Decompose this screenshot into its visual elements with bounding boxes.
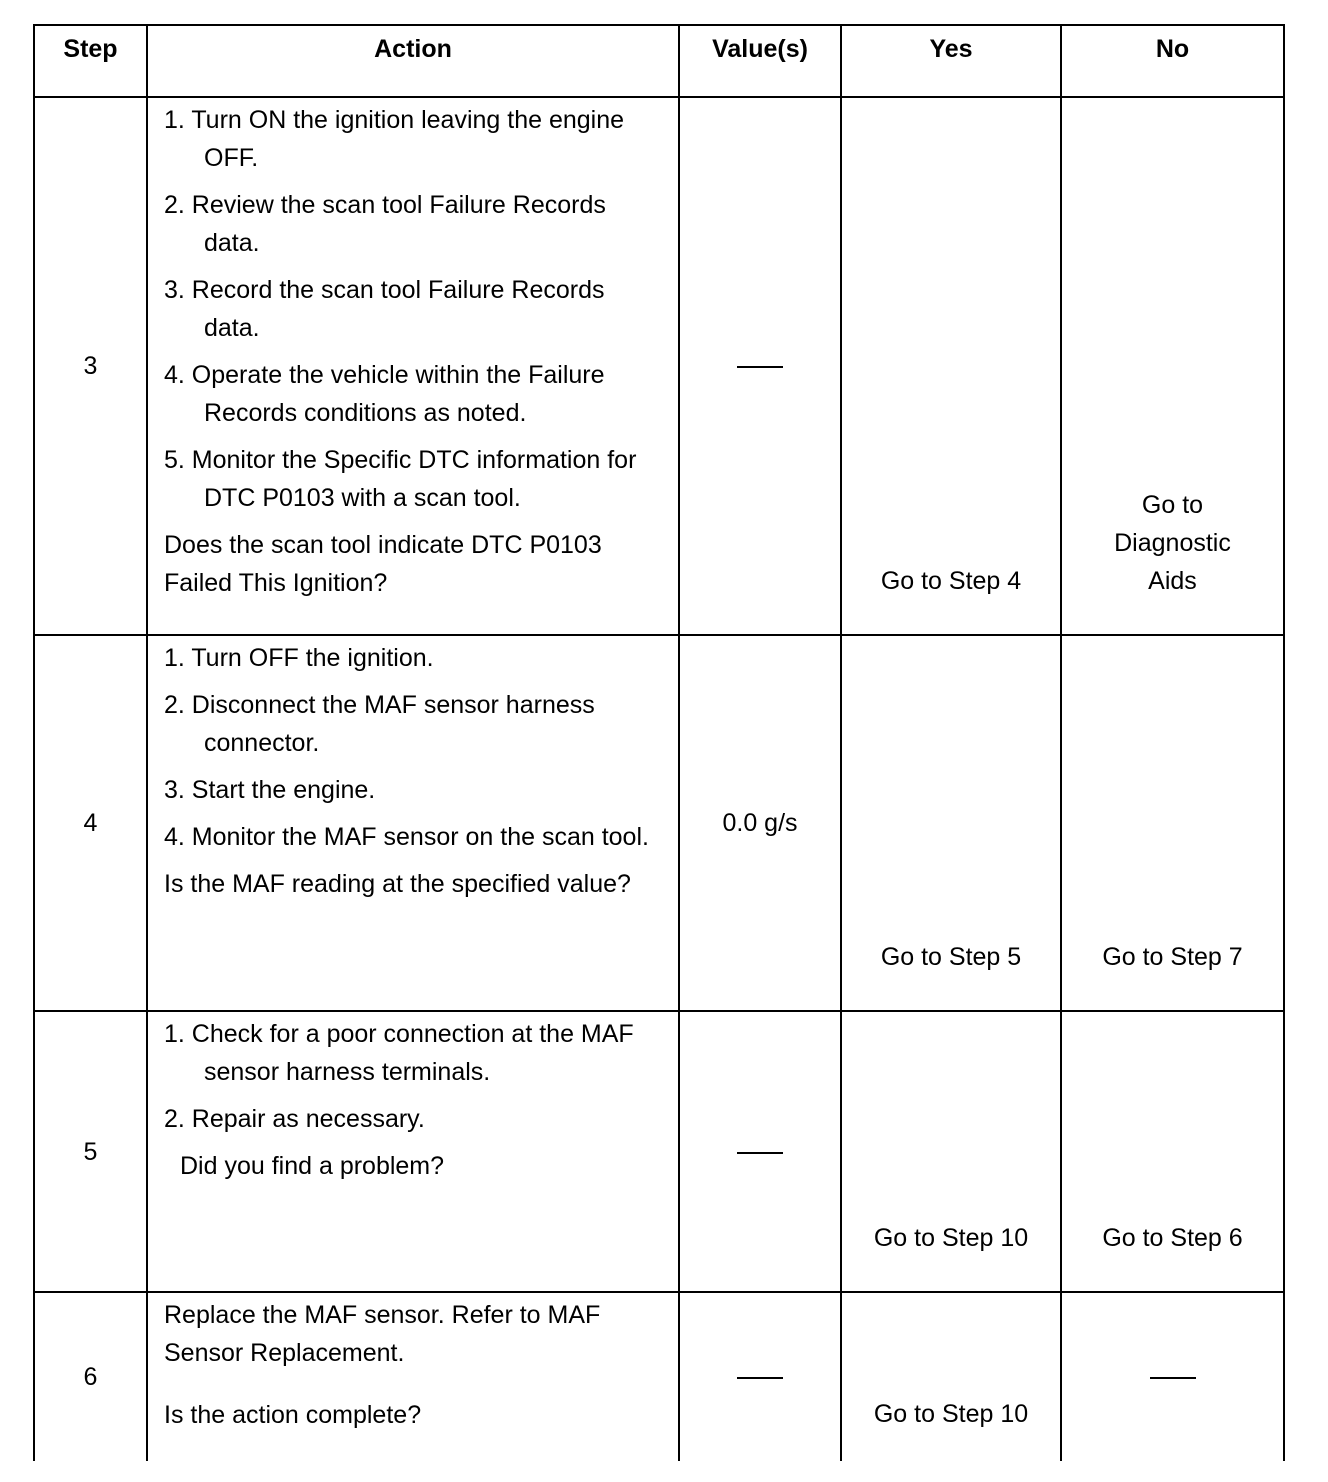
action-cell bbox=[147, 1011, 679, 1292]
step-number: 5 bbox=[34, 1011, 147, 1292]
table-row bbox=[34, 1011, 1284, 1292]
yes-cell: Go to Step 10 bbox=[841, 1011, 1061, 1292]
header-step: Step bbox=[34, 25, 147, 97]
action-item: 2. Disconnect the MAF sensor harness connector. bbox=[164, 691, 595, 757]
action-item: 3. Start the engine. bbox=[164, 776, 376, 804]
dash-mark bbox=[737, 1152, 783, 1154]
action-item: 4. Monitor the MAF sensor on the scan tool. bbox=[164, 823, 649, 851]
action-cell bbox=[147, 1292, 679, 1461]
value-cell bbox=[679, 97, 841, 635]
action-cell bbox=[147, 97, 679, 635]
header-action: Action bbox=[147, 25, 679, 97]
action-question: Does the scan tool indicate DTC P0103 Failed This Ignition? bbox=[164, 531, 602, 597]
diagnostic-table bbox=[33, 24, 1285, 1461]
value-cell bbox=[679, 1292, 841, 1461]
step-number: 3 bbox=[34, 97, 147, 635]
dash-mark bbox=[737, 366, 783, 368]
action-item: 1. Turn ON the ignition leaving the engine OFF. bbox=[164, 106, 625, 172]
table-row bbox=[34, 97, 1284, 635]
header-row bbox=[34, 25, 1284, 97]
action-item: 3. Record the scan tool Failure Records data. bbox=[164, 276, 605, 342]
yes-cell: Go to Step 4 bbox=[841, 97, 1061, 635]
action-question: Is the action complete? bbox=[164, 1401, 422, 1429]
action-item: 5. Monitor the Specific DTC information for DTC P0103 with a scan tool. bbox=[164, 446, 637, 512]
no-cell: Go to Diagnostic Aids bbox=[1061, 97, 1284, 635]
header-values: Value(s) bbox=[679, 25, 841, 97]
action-list bbox=[164, 639, 664, 856]
table-row bbox=[34, 635, 1284, 1011]
action-item: 2. Review the scan tool Failure Records data. bbox=[164, 191, 606, 257]
action-question: Did you find a problem? bbox=[180, 1152, 445, 1180]
header-yes: Yes bbox=[841, 25, 1061, 97]
yes-cell: Go to Step 10 bbox=[841, 1292, 1061, 1461]
action-item: Replace the MAF sensor. Refer to MAF Sensor Replacement. bbox=[164, 1301, 601, 1367]
action-list bbox=[164, 101, 664, 517]
action-item: 2. Repair as necessary. bbox=[164, 1105, 425, 1133]
dash-mark bbox=[1150, 1377, 1196, 1379]
no-cell: Go to Step 6 bbox=[1061, 1011, 1284, 1292]
action-list bbox=[164, 1015, 664, 1138]
action-question: Is the MAF reading at the specified value? bbox=[164, 870, 631, 898]
no-cell: Go to Step 7 bbox=[1061, 635, 1284, 1011]
step-number: 4 bbox=[34, 635, 147, 1011]
yes-cell: Go to Step 5 bbox=[841, 635, 1061, 1011]
action-item: 1. Check for a poor connection at the MAF sensor harness terminals. bbox=[164, 1020, 634, 1086]
header-no: No bbox=[1061, 25, 1284, 97]
table-row bbox=[34, 1292, 1284, 1461]
step-number: 6 bbox=[34, 1292, 147, 1461]
dash-mark bbox=[737, 1377, 783, 1379]
action-item: 1. Turn OFF the ignition. bbox=[164, 644, 434, 672]
action-item: 4. Operate the vehicle within the Failure Records conditions as noted. bbox=[164, 361, 605, 427]
value-cell bbox=[679, 1011, 841, 1292]
no-cell bbox=[1061, 1292, 1284, 1461]
value-cell: 0.0 g/s bbox=[679, 635, 841, 1011]
action-cell bbox=[147, 635, 679, 1011]
